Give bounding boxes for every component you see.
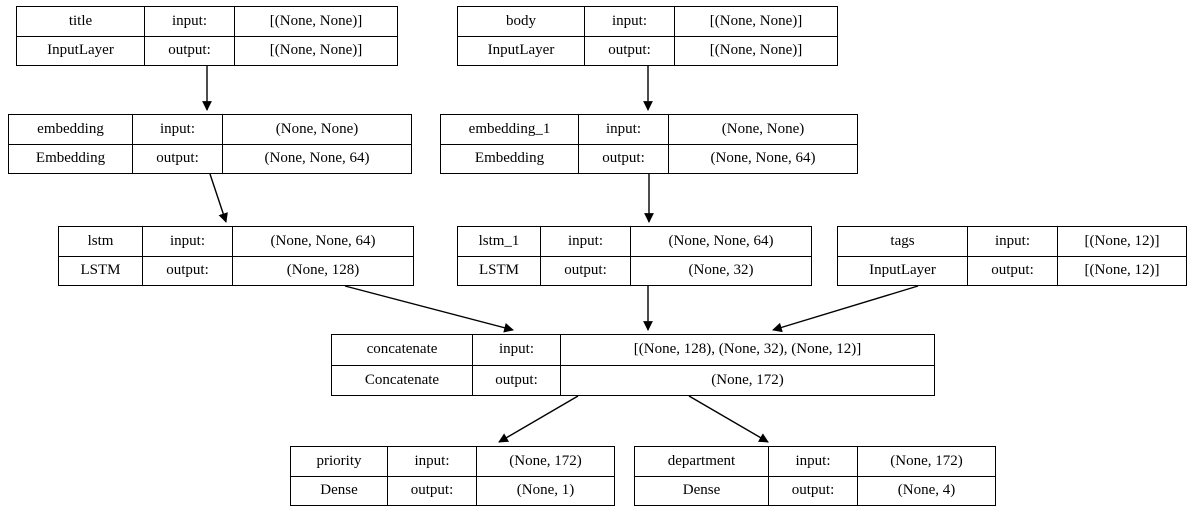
layer-output-label: output:: [579, 145, 669, 174]
layer-name: concatenate: [332, 335, 473, 365]
layer-output-shape: [(None, None)]: [269, 42, 363, 59]
edge-embedding-to-lstm: [210, 174, 226, 222]
layer-output-shape: (None, 128): [286, 262, 360, 279]
layer-output-shape: (None, 1): [516, 482, 575, 499]
edge-lstm-to-concatenate: [345, 286, 513, 330]
layer-class: Concatenate: [332, 366, 473, 396]
layer-output-label: output:: [769, 477, 858, 506]
layer-node-title: [16, 6, 398, 66]
layer-node-embedding_1: [440, 114, 858, 174]
layer-name: tags: [838, 227, 968, 256]
layer-output-shape: (None, None, 64): [264, 150, 370, 167]
layer-output-label: output:: [968, 257, 1058, 286]
layer-node-lstm: [58, 226, 414, 286]
layer-output-label: output:: [541, 257, 631, 286]
layer-name: lstm: [59, 227, 143, 256]
layer-class: LSTM: [59, 257, 143, 286]
layer-node-bottom-row: [635, 477, 995, 506]
layer-input-label: input:: [968, 227, 1058, 256]
edge-tags-to-concatenate: [773, 286, 918, 330]
layer-node-top-row: [17, 7, 397, 37]
layer-node-top-row: [838, 227, 1186, 257]
layer-node-department: [634, 446, 996, 506]
layer-name: embedding: [9, 115, 133, 144]
layer-output-shape: (None, None, 64): [710, 150, 816, 167]
layer-input-label: input:: [473, 335, 561, 365]
layer-name: priority: [291, 447, 388, 476]
layer-node-top-row: [441, 115, 857, 145]
layer-input-label: input:: [145, 7, 235, 36]
layer-output-label: output:: [473, 366, 561, 396]
layer-node-top-row: [332, 335, 934, 366]
layer-node-tags: [837, 226, 1187, 286]
layer-class: LSTM: [458, 257, 541, 286]
layer-node-priority: [290, 446, 615, 506]
layer-output-label: output:: [145, 37, 235, 66]
layer-class: Dense: [291, 477, 388, 506]
layer-name: lstm_1: [458, 227, 541, 256]
layer-input-shape: (None, 172): [509, 452, 582, 469]
layer-input-label: input:: [585, 7, 675, 36]
layer-name: title: [17, 7, 145, 36]
layer-node-bottom-row: [441, 145, 857, 174]
layer-node-top-row: [9, 115, 411, 145]
layer-node-bottom-row: [9, 145, 411, 174]
edge-concatenate-to-department: [689, 396, 768, 442]
layer-node-top-row: [59, 227, 413, 257]
layer-node-body: [457, 6, 838, 66]
layer-input-shape: (None, None, 64): [668, 232, 774, 249]
layer-output-label: output:: [133, 145, 223, 174]
layer-node-embedding: [8, 114, 412, 174]
layer-input-shape: (None, None): [721, 120, 805, 137]
layer-node-top-row: [458, 227, 811, 257]
layer-class: Embedding: [9, 145, 133, 174]
layer-input-shape: [(None, 12)]: [1084, 232, 1160, 249]
layer-node-bottom-row: [458, 37, 837, 66]
layer-output-shape: [(None, 12)]: [1084, 262, 1160, 279]
layer-output-label: output:: [143, 257, 233, 286]
layer-node-top-row: [291, 447, 614, 477]
layer-node-bottom-row: [332, 366, 934, 396]
layer-node-bottom-row: [458, 257, 811, 286]
layer-name: body: [458, 7, 585, 36]
edge-concatenate-to-priority: [499, 396, 578, 442]
layer-output-shape: (None, 32): [688, 262, 754, 279]
layer-node-bottom-row: [59, 257, 413, 286]
layer-class: InputLayer: [458, 37, 585, 66]
layer-node-bottom-row: [838, 257, 1186, 286]
layer-class: InputLayer: [838, 257, 968, 286]
layer-input-label: input:: [133, 115, 223, 144]
layer-name: department: [635, 447, 769, 476]
layer-input-shape: (None, 172): [890, 452, 963, 469]
layer-input-label: input:: [388, 447, 477, 476]
layer-input-label: input:: [769, 447, 858, 476]
layer-input-label: input:: [143, 227, 233, 256]
layer-output-label: output:: [388, 477, 477, 506]
layer-input-shape: [(None, None)]: [269, 12, 363, 29]
layer-input-label: input:: [541, 227, 631, 256]
layer-output-shape: (None, 4): [897, 482, 956, 499]
layer-node-concatenate: [331, 334, 935, 396]
layer-node-bottom-row: [291, 477, 614, 506]
layer-output-shape: [(None, None)]: [709, 42, 803, 59]
layer-node-bottom-row: [17, 37, 397, 66]
layer-output-label: output:: [585, 37, 675, 66]
layer-input-shape: (None, None): [275, 120, 359, 137]
layer-output-shape: (None, 172): [711, 371, 784, 388]
layer-input-label: input:: [579, 115, 669, 144]
layer-class: InputLayer: [17, 37, 145, 66]
layer-input-shape: [(None, None)]: [709, 12, 803, 29]
layer-class: Embedding: [441, 145, 579, 174]
layer-node-top-row: [635, 447, 995, 477]
layer-node-lstm_1: [457, 226, 812, 286]
layer-input-shape: (None, None, 64): [270, 232, 376, 249]
layer-class: Dense: [635, 477, 769, 506]
layer-node-top-row: [458, 7, 837, 37]
layer-input-shape: [(None, 128), (None, 32), (None, 12)]: [633, 341, 862, 358]
layer-name: embedding_1: [441, 115, 579, 144]
